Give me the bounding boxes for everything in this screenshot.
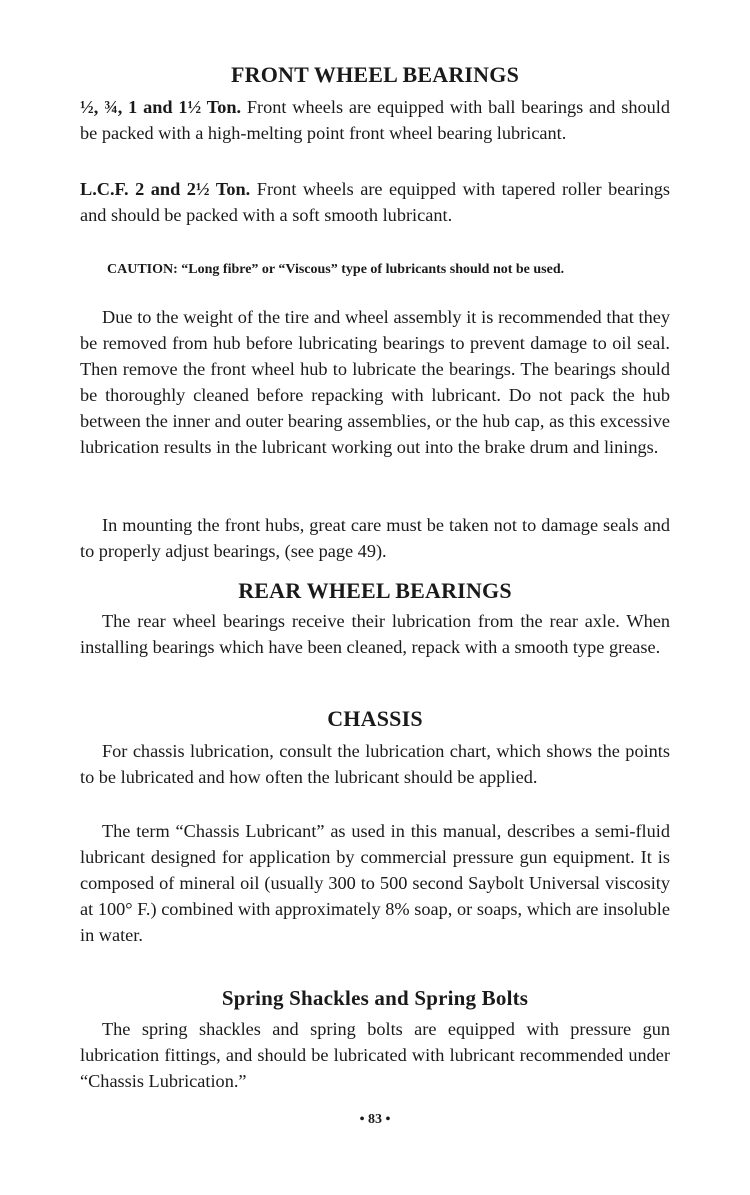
para-lead: L.C.F. 2 and 2½ Ton. — [80, 179, 251, 199]
para-text: The rear wheel bearings receive their lubrication from the rear axle. When installing bearings which have been cleaned, repack with a smooth type grease. — [80, 611, 670, 657]
front-para-mounting — [80, 512, 670, 564]
chassis-para-2 — [80, 818, 670, 948]
front-wheel-bearings-heading — [80, 62, 670, 88]
page-number: • 83 • — [359, 1112, 391, 1127]
para-text: In mounting the front hubs, great care must be taken not to damage seals and to properly adjust bearings, (see page 49). — [80, 515, 670, 561]
heading-text: FRONT WHEEL BEARINGS — [230, 62, 520, 87]
para-text: The term “Chassis Lubricant” as used in this manual, describes a semi-fluid lubricant designed for application by commercial pressure gun equipment. It is composed of mineral oil (usually 300 to 500 second Saybolt Universal viscosity at 100° F.) combined with approximately 8% soap, or soaps, which are insoluble in water. — [80, 821, 670, 945]
heading-text: CHASSIS — [327, 706, 423, 731]
front-para-heavy-trucks — [80, 176, 670, 228]
rear-wheel-bearings-heading — [80, 578, 670, 604]
heading-text: REAR WHEEL BEARINGS — [238, 578, 512, 603]
para-lead: ½, ¾, 1 and 1½ Ton. — [80, 97, 242, 117]
caution-note: CAUTION: “Long fibre” or “Viscous” type of lubricants should not be used. — [107, 262, 565, 277]
para-text: For chassis lubrication, consult the lubrication chart, which shows the points to be lubricated and how often the lubricant should be applied. — [80, 741, 670, 787]
spring-shackles-heading — [80, 986, 670, 1011]
para-text: Front wheels are equipped with tapered roller bearings and should be packed with a soft smooth lubricant. — [80, 179, 670, 225]
front-para-removal — [80, 304, 670, 460]
para-text: The spring shackles and spring bolts are equipped with pressure gun lubrication fittings, and should be lubricated with lubricant recommended under “Chassis Lubrication.” — [80, 1019, 670, 1091]
rear-para — [80, 608, 670, 660]
chassis-heading — [80, 706, 670, 732]
spring-para — [80, 1016, 670, 1094]
para-text: Due to the weight of the tire and wheel assembly it is recommended that they be removed from hub before lubricating bearings to prevent damage to oil seal. Then remove the front wheel hub to lubricate the bearings. The bearings should be thoroughly cleaned before repacking with lubricant. Do not pack the hub between the inner and outer bearing assemblies, or the hub cap, as this excessive lubrication results in the lubricant working out into the brake drum and linings. — [80, 307, 670, 457]
front-para-light-trucks — [80, 94, 670, 146]
chassis-para-1 — [80, 738, 670, 790]
para-text: Front wheels are equipped with ball bearings and should be packed with a high-melting point front wheel bearing lubricant. — [80, 97, 670, 143]
heading-text: Spring Shackles and Spring Bolts — [221, 986, 529, 1010]
